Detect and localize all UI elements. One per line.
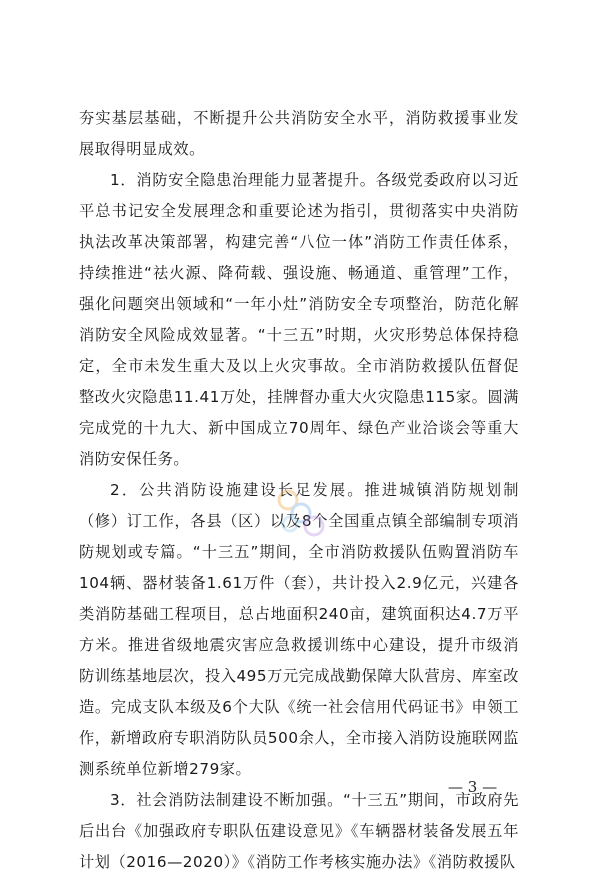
paragraph-1-fire-hazard: 1．消防安全隐患治理能力显著提升。各级党委政府以习近平总书记安全发展理念和重要论述为指引，贯彻落实中央消防执法改革决策部署，构建完善“八位一体”消防工作责任体系，持续推进“祛火源、降荷载、强设施、畅通道、重管理”工作，强化问题突出领域和“一年小灶”消防安全专项整治，防范化解消防安全风险成效显著。“十三五”时期，火灾形势总体保持稳定，全市未发生重大及以上火灾事故。全市消防救援队伍督促整改火灾隐患11.41万处，挂牌督办重大火灾隐患115家。圆满完成党的十九大、新中国成立70周年、绿色产业洽谈会等重大消防安保任务。 [79,171,519,468]
paragraph-3-legal-system: 3．社会消防法制建设不断加强。“十三五”期间，市政府先后出台《加强政府专职队伍建设意见》《车辆器材装备发展五年计划（2016—2020）》《消防工作考核实施办法》《消防救援队 [79,791,519,871]
paragraph-intro-continuation: 夯实基层基础，不断提升公共消防安全水平，消防救援事业发展取得明显成效。 [79,109,519,158]
watermark-graphic [266,478,336,548]
page-number: — 3 — [448,778,498,796]
paragraph-2-public-facilities: 2．公共消防设施建设长足发展。推进城镇消防规划制（修）订工作，各县（区）以及8个全国重点镇全部编制专项消防规划或专篇。“十三五”期间，全市消防救援队伍购置消防车104辆、器材装备1.61万件（套），共计投入2.9亿元，兴建各类消防基础工程项目，总占地面积240亩，建筑面积达4.7万平方米。推进省级地震灾害应急救援训练中心建设，提升市级消防训练基地层次，投入495万元完成战勤保障大队营房、库室改造。完成支队本级及6个大队《统一社会信用代码证书》申领工作，新增政府专职消防队员500余人，全市接入消防设施联网监测系统单位新增279家。 [79,481,519,778]
